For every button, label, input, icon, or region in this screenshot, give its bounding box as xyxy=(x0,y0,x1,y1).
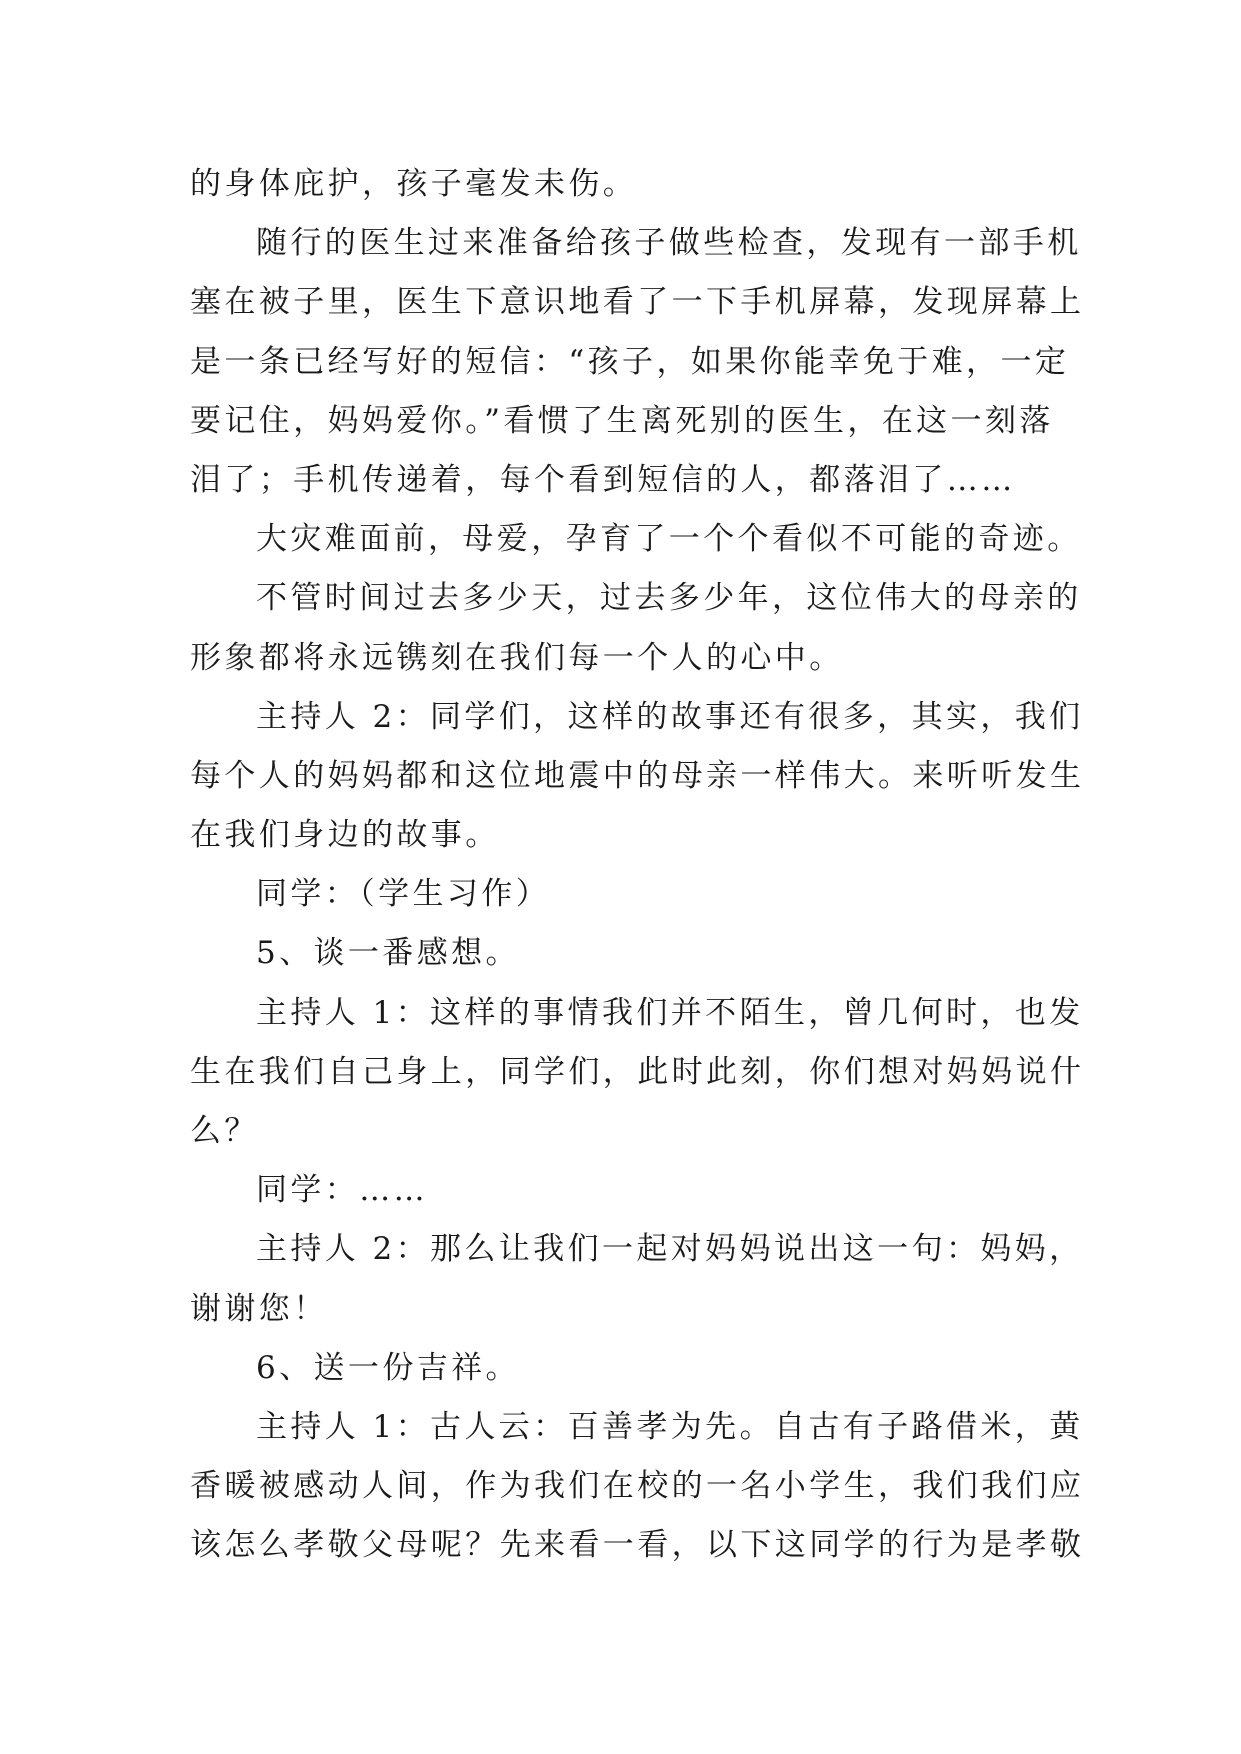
text-line: 么？ xyxy=(190,1113,259,1149)
text-line: 泪了；手机传递着，每个看到短信的人，都落泪了…… xyxy=(190,461,1016,498)
text-line: 大灾难面前，母爱，孕育了一个个看似不可能的奇迹。 xyxy=(256,521,1082,558)
text-line: 香暖被感动人间，作为我们在校的一名小学生，我们我们应 xyxy=(190,1468,1085,1505)
text-line: 塞在被子里，医生下意识地看了一下手机屏幕，发现屏幕上 xyxy=(190,284,1085,321)
text-line: 生在我们自己身上，同学们，此时此刻，你们想对妈妈说什 xyxy=(190,1053,1085,1090)
text-line: 形象都将永远镌刻在我们每一个人的心中。 xyxy=(190,639,844,676)
text-line: 主持人 1：古人云：百善孝为先。自古有子路借米，黄 xyxy=(256,1408,1084,1445)
text-line: 不管时间过去多少天，过去多少年，这位伟大的母亲的 xyxy=(256,580,1082,617)
text-line: 要记住，妈妈爱你。”看惯了生离死别的医生，在这一刻落 xyxy=(190,402,1054,439)
section-heading: 5、谈一番感想。 xyxy=(256,935,520,972)
text-line: 同学：（学生习作） xyxy=(256,876,551,913)
text-line: 主持人 2：同学们，这样的故事还有很多，其实，我们 xyxy=(256,698,1084,735)
text-line: 主持人 2：那么让我们一起对妈妈说出这一句：妈妈， xyxy=(256,1231,1084,1268)
text-line: 是一条已经写好的短信：“孩子，如果你能幸免于难，一定 xyxy=(190,343,1070,380)
text-line: 主持人 1：这样的事情我们并不陌生，曾几何时，也发 xyxy=(256,994,1084,1031)
document-body xyxy=(190,155,1085,1576)
text-line: 在我们身边的故事。 xyxy=(190,817,500,854)
text-line: 同学：…… xyxy=(256,1172,428,1209)
text-line: 每个人的妈妈都和这位地震中的母亲一样伟大。来听听发生 xyxy=(190,757,1085,794)
text-line: 的身体庇护，孩子毫发未伤。 xyxy=(190,166,638,202)
text-line: 谢谢您！ xyxy=(190,1290,328,1327)
section-heading: 6、送一份吉祥。 xyxy=(256,1349,520,1386)
text-line: 该怎么孝敬父母呢？先来看一看，以下这同学的行为是孝敬 xyxy=(190,1527,1085,1564)
text-line: 随行的医生过来准备给孩子做些检查，发现有一部手机 xyxy=(256,225,1082,262)
